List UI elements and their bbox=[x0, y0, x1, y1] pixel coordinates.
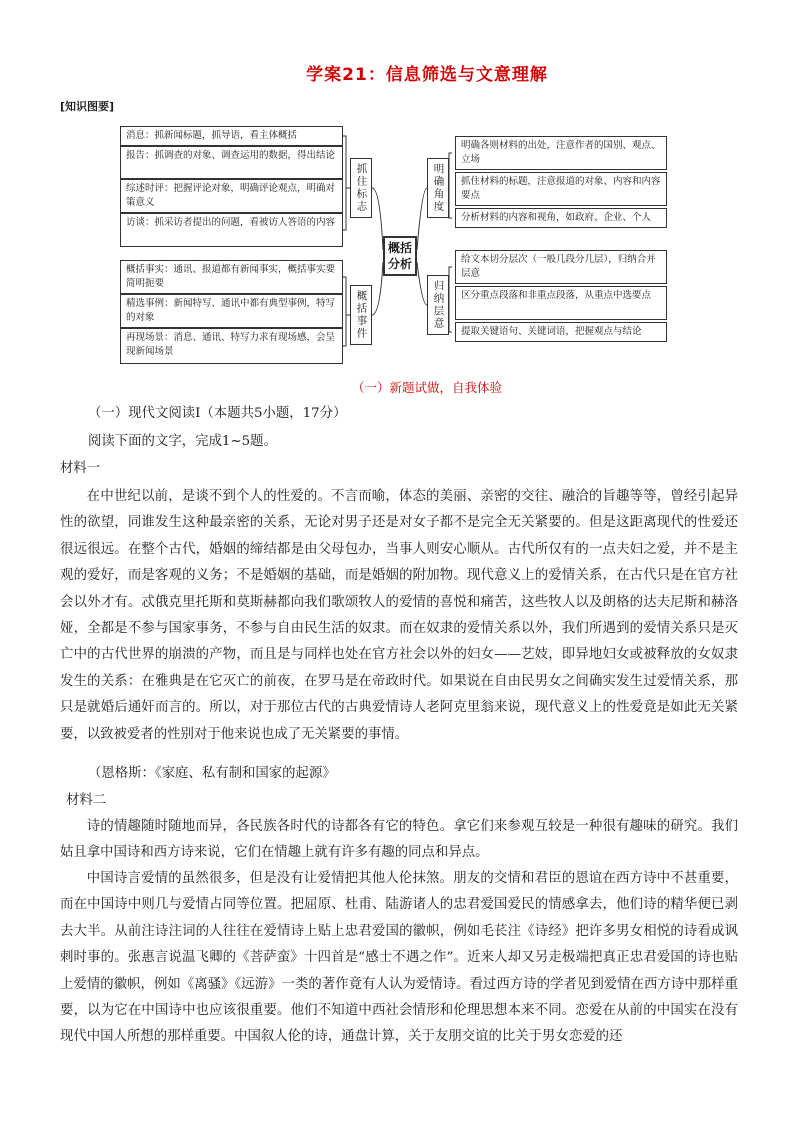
map-left1-item4: 访谈：抓采访者提出的问题，看被访人答语的内容 bbox=[120, 213, 343, 247]
map-right1-label: 明确角度 bbox=[427, 158, 449, 218]
material2-paragraph-1: 诗的情趣随时随地而异，各民族各时代的诗都各有它的特色。拿它们来参观互较是一种很有趣味的研究。我们姑且拿中国诗和西方诗来说，它们在情趣上就有许多有趣的同点和异点。 bbox=[60, 819, 738, 861]
page-title: 学案21：信息筛选与文意理解 bbox=[306, 65, 548, 85]
material2-paragraph-2: 中国诗言爱情的虽然很多，但是没有让爱情把其他人伦抹煞。朋友的交情和君臣的恩谊在西方诗中不甚重要，而在中国诗中则几与爱情占同等位置。把屈原、杜甫、陆游诸人的忠君爱国爱民的情感拿去，他们诗的精华便已剥去大半。从前注诗注词的人往往在爱情诗上贴上忠君爱国的徽帜，例如毛苌注《诗经》把许多男女相悦的诗看成讽刺时事的。张惠言说温飞卿的《菩萨蛮》十四首是“感士不遇之作”。近来人却又另走极端把真正忠君爱国的诗也贴上爱情的徽帜，例如《离骚》《远游》一类的著作竟有人认为爱情诗。看过西方诗的学者见到爱情在西方诗中那样重要，以为它在中国诗中也应该很重要。他们不知道中西社会情形和伦理思想本来不同。恋爱在从前的中国实在没有现代中国人所想的那样重要。中国叙人伦的诗，通盘计算，关于友朋交谊的比关于男女恋爱的还 bbox=[60, 871, 738, 1045]
map-connectors bbox=[0, 0, 794, 400]
map-right1-item3: 分析材料的内容和视角，如政府、企业、个人 bbox=[455, 208, 667, 228]
map-left2-item2: 精选事例：新闻特写、通讯中都有典型事例，特写的对象 bbox=[120, 294, 343, 328]
map-left1-item3: 综述时评：把握评论对象，明确评论观点，明确对策意义 bbox=[120, 179, 343, 213]
material1-label: 材料一 bbox=[60, 461, 101, 476]
map-right1-item2: 抓住材料的标题，注意报道的对象、内容和内容要点 bbox=[455, 172, 667, 206]
map-left2-item3: 再现场景：消息、通讯、特写力求有现场感，会呈现新闻场景 bbox=[120, 328, 343, 364]
section-heading: （一）新题试做，自我体验 bbox=[351, 380, 502, 395]
map-right2-item1: 给文本切分层次（一般几段分几层），归纳合并层意 bbox=[455, 250, 667, 284]
instruction: 阅读下面的文字，完成1~5题。 bbox=[88, 434, 277, 449]
map-left1-item2: 报告：抓调查的对象、调查运用的数据，得出结论 bbox=[120, 146, 343, 179]
material1-paragraph: 在中世纪以前，是谈不到个人的性爱的。不言而喻，体态的美丽、亲密的交往、融洽的旨趣等等，曾经引起异性的欲望，同谁发生这种最亲密的关系，无论对男子还是对女子都不是完全无关紧要的。但是这距离现代的性爱还很远很远。在整个古代，婚姻的缔结都是由父母包办，当事人则安心顺从。古代所仅有的一点夫妇之爱，并不是主观的爱好，而是客观的义务；不是婚姻的基础，而是婚姻的附加物。现代意义上的爱情关系，在古代只是在官方社会以外才有。忒俄克里托斯和莫斯赫都向我们歌颂牧人的爱情的喜悦和痛苦，这些牧人以及朗格的达夫尼斯和赫洛娅，全都是不参与国家事务，不参与自由民生活的奴隶。而在奴隶的爱情关系以外，我们所遇到的爱情关系只是灭亡中的古代世界的崩溃的产物，而且是与同样也处在官方社会以外的妇女——艺妓，即异地妇女或被释放的女奴隶发生的关系：在雅典是在它灭亡的前夜，在罗马是在帝政时代。如果说在自由民男女之间确实发生过爱情关系，那只是就婚后通奸而言的。所以，对于那位古代的古典爱情诗人老阿克里翁来说，现代意义上的性爱竟是如此无关紧要，以致被爱者的性别对于他来说也成了无关紧要的事情。 bbox=[60, 489, 738, 742]
map-left1-label: 抓住标志 bbox=[350, 158, 372, 218]
map-left1-item1: 消息：抓新闻标题，抓导语，看主体概括 bbox=[120, 126, 343, 146]
question-header: （一）现代文阅读Ⅰ（本题共5小题，17分） bbox=[88, 406, 347, 421]
material1-source: （恩格斯：《家庭、私有制和国家的起源》 bbox=[88, 766, 336, 781]
map-right1-item1: 明确各则材料的出处，注意作者的国别、观点、立场 bbox=[455, 136, 667, 170]
map-right2-label: 归纳层意 bbox=[427, 275, 449, 335]
knowledge-map-label: [知识图要] bbox=[60, 100, 115, 113]
map-left2-item1: 概括事实：通讯、报道都有新闻事实，概括事实要简明扼要 bbox=[120, 260, 343, 294]
material2-label: 材料二 bbox=[66, 793, 107, 808]
map-left2-label: 概括事件 bbox=[350, 285, 372, 345]
map-center: 概括分析 bbox=[383, 236, 417, 276]
map-right2-item3: 提取关键语句、关键词语，把握观点与结论 bbox=[455, 322, 667, 342]
map-right2-item2: 区分重点段落和非重点段落，从重点中选要点 bbox=[455, 286, 667, 320]
